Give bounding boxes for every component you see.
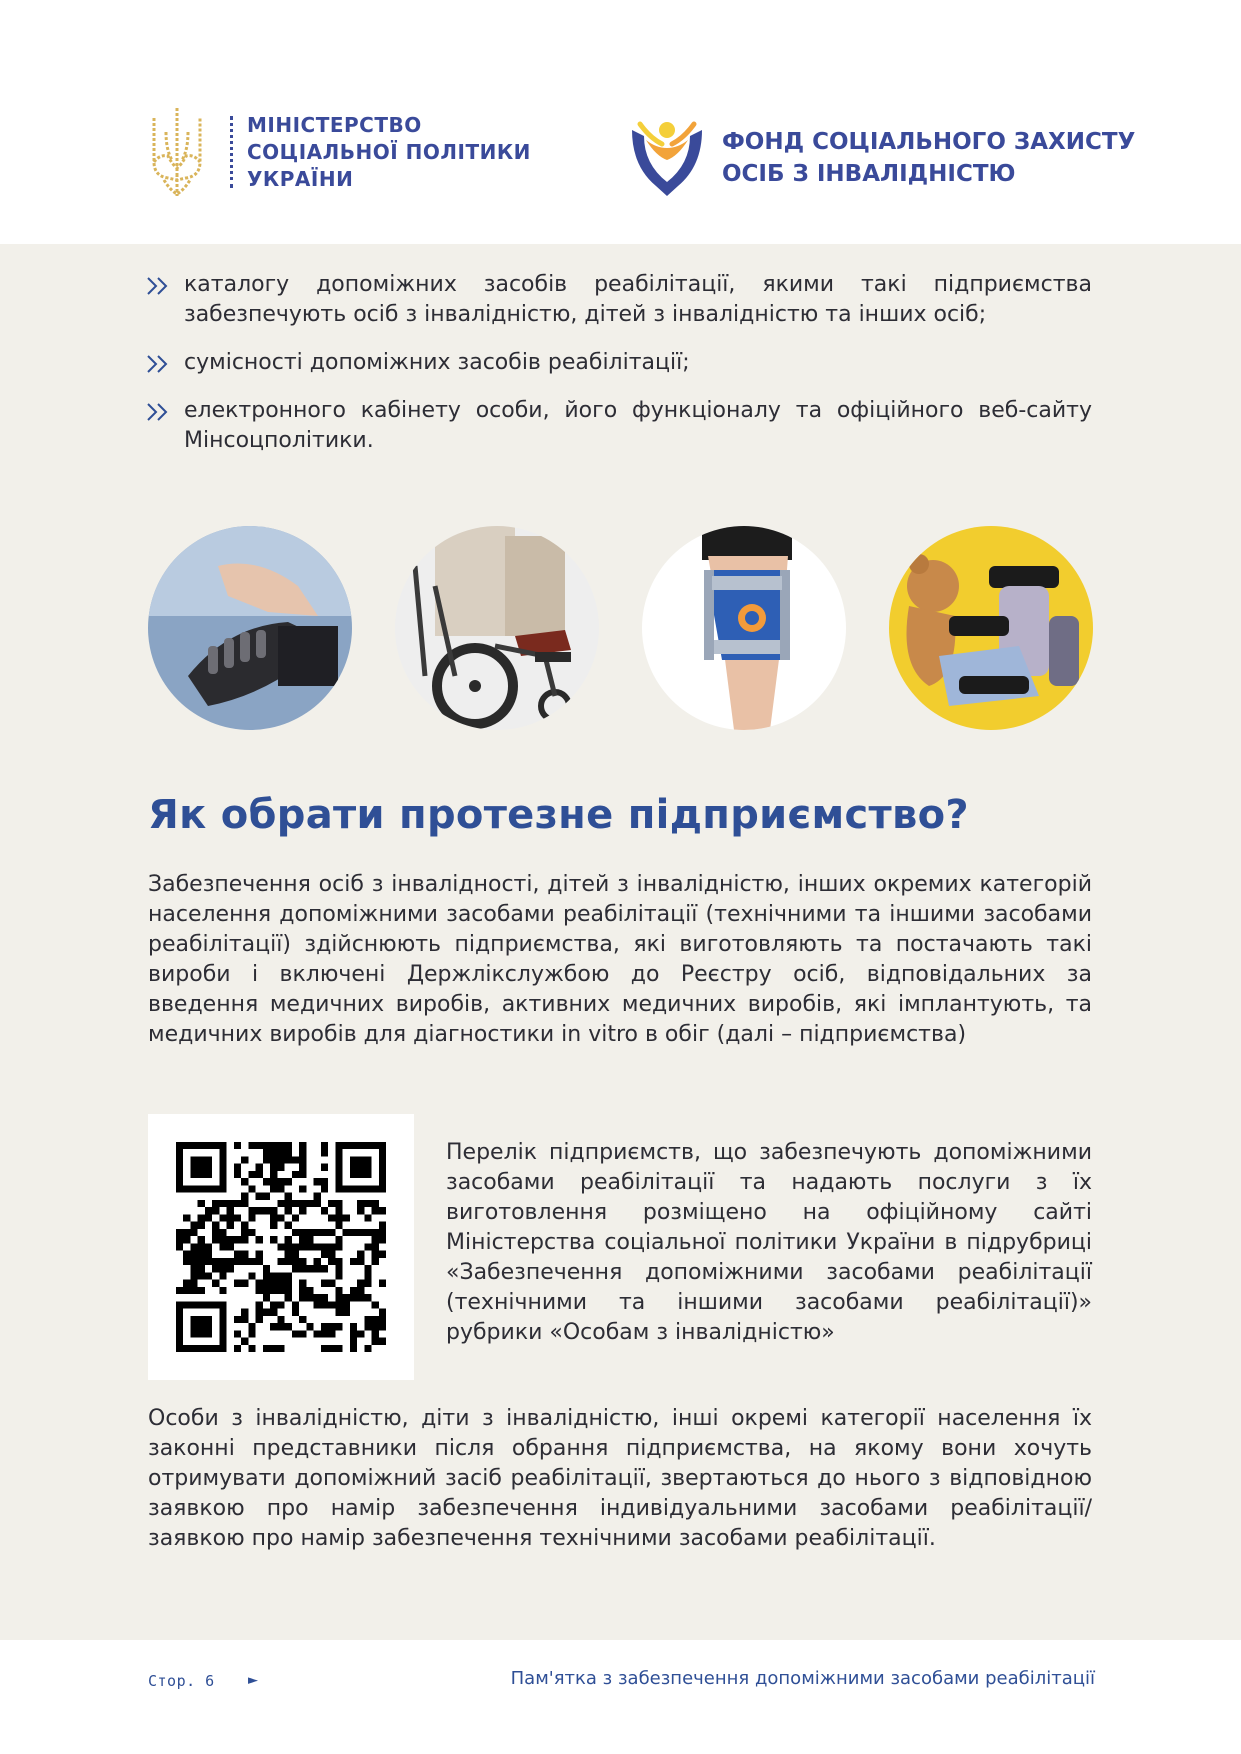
content-area [0,244,1241,1640]
page-footer [0,1640,1241,1754]
double-chevron-icon [146,354,170,374]
qr-description: Перелік підприємств, що забезпечують допоміжними засобами реабілітації та надають послуги з їх виготовлення розміщено на офіційному сайті Міністерства соціальної політики України в підрубриці «Забезпечення допоміжними засобами реабілітації (технічними та іншими засобами реабілітації)» рубрики «Особам з інвалідністю» [446,1140,1092,1345]
ministry-logo [146,104,531,200]
footer-title: Пам'ятка з забезпечення допоміжними засобами реабілітації [510,1668,1095,1689]
fund-logo [626,116,1135,200]
fund-name-line: ОСІБ З ІНВАЛІДНІСТЮ [722,161,1016,187]
list-item [146,396,1092,456]
fund-name [722,126,1135,190]
body-paragraph: Забезпечення осіб з інвалідності, дітей з інвалідністю, інших окремих категорій населення допоміжними засобами реабілітації (технічними та іншими засобами реабілітації) здійснюють підприємства, які виготовляють та постачають такі вироби і включені Держлікслужбою до Реєстру осіб, відповідальних за введення медичних виробів, активних медичних виробів, які імплантують, та медичних виробів для діагностики in vitro в обіг (далі – підприємства) [148,872,1092,1047]
photo-prosthetic-hand [148,526,352,730]
arrow-icon: ► [248,1673,258,1688]
photo-child-orthoses [889,526,1093,730]
ministry-name-line: УКРАЇНИ [247,166,354,191]
photo-wheelchair [395,526,599,730]
double-chevron-icon [146,276,170,296]
trident-icon [146,104,208,200]
ministry-name-line: СОЦІАЛЬНОЇ ПОЛІТИКИ [247,139,531,164]
page-number: Стор. 6 [148,1672,215,1690]
fund-name-line: ФОНД СОЦІАЛЬНОГО ЗАХИСТУ [722,129,1136,155]
list-item-text: електронного кабінету особи, його функціоналу та офіційного веб-сайту Мінсоцполітики. [184,398,1092,453]
list-item-text: каталогу допоміжних засобів реабілітації, якими такі підприємства забезпечують осіб з інвалідністю, дітей з інвалідністю та інших осіб; [184,272,1092,327]
page-header [0,0,1241,244]
logo-separator [230,116,233,188]
bullet-list [146,270,1092,474]
qr-code-icon [176,1142,386,1352]
ministry-name [247,112,531,193]
qr-code[interactable] [148,1114,414,1380]
ministry-name-line: МІНІСТЕРСТВО [247,112,422,137]
body-paragraph: Особи з інвалідністю, діти з інвалідністю, інші окремі категорії населення їх законні представники після обрання підприємства, на якому вони хочуть отримувати допоміжний засіб реабілітації, звертаються до нього з відповідною заявкою про намір забезпечення індивідуальними засобами реабілітації/заявкою про намір забезпечення технічними засобами реабілітації. [148,1406,1092,1551]
list-item [146,348,1092,378]
list-item [146,270,1092,330]
list-item-text: сумісності допоміжних засобів реабілітації; [184,350,690,375]
double-chevron-icon [146,402,170,422]
photo-knee-brace [642,526,846,730]
photo-strip [148,526,1092,732]
section-title: Як обрати протезне підприємство? [148,792,969,838]
caring-hands-icon [626,116,708,200]
